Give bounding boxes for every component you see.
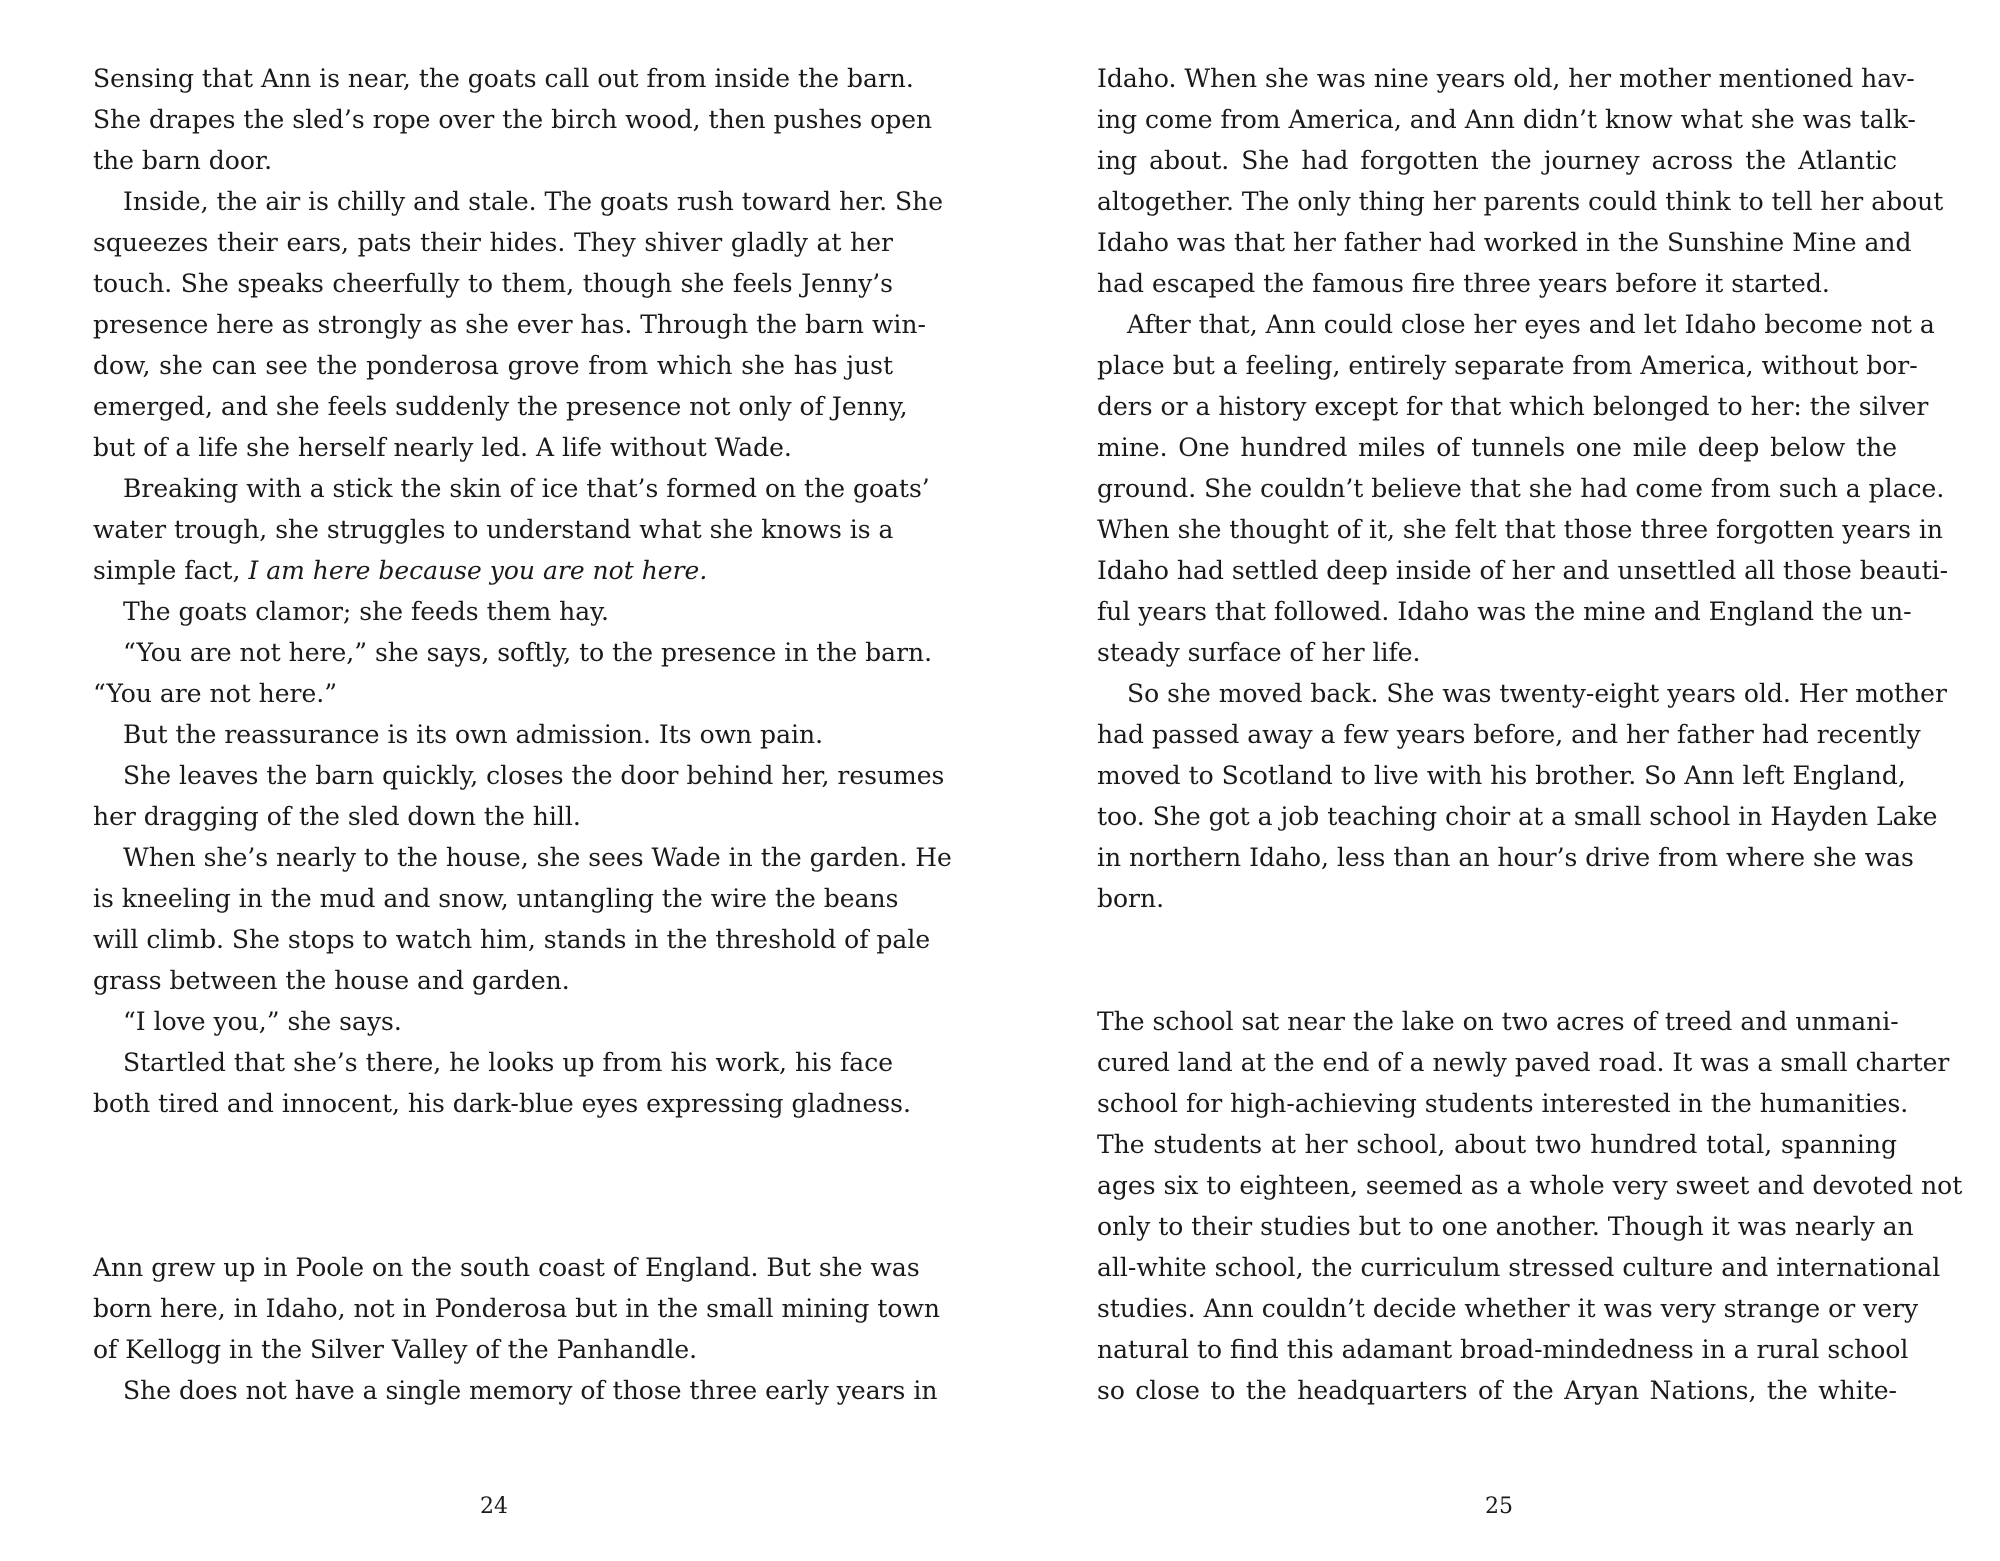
text-line: She leaves the barn quickly, closes the door behind her, resumes <box>123 761 945 790</box>
text-line: will climb. She stops to watch him, stands in the threshold of pale <box>93 925 931 954</box>
text-line: water trough, she struggles to understand what she knows is a <box>93 515 894 544</box>
text-line: of Kellogg in the Silver Valley of the Panhandle. <box>93 1335 698 1364</box>
text-line: squeezes their ears, pats their hides. They shiver gladly at her <box>93 228 893 257</box>
text-line: “You are not here.” <box>93 679 338 708</box>
text-line: ful years that followed. Idaho was the mine and England the un- <box>1097 597 1912 626</box>
text-line: both tired and innocent, his dark-blue eyes expressing gladness. <box>93 1089 911 1118</box>
text-line: Startled that she’s there, he looks up from his work, his face <box>123 1048 893 1077</box>
text-line-mixed <box>93 550 893 591</box>
text-line: steady surface of her life. <box>1097 638 1421 667</box>
italic-text: I am here because you are not here. <box>248 556 708 585</box>
text-line: Sensing that Ann is near, the goats call out from inside the barn. <box>93 64 914 93</box>
text-line: “I love you,” she says. <box>123 1007 402 1036</box>
text-line: altogether. The only thing her parents could think to tell her about <box>1097 187 1944 216</box>
text-line: too. She got a job teaching choir at a small school in Hayden Lake <box>1097 802 1938 831</box>
text-line: The school sat near the lake on two acres of treed and unmani- <box>1097 1007 1899 1036</box>
text-line: touch. She speaks cheerfully to them, though she feels Jenny’s <box>93 269 893 298</box>
text-line: mine. One hundred miles of tunnels one mile deep below the <box>1097 433 1897 462</box>
text-line: place but a feeling, entirely separate from America, without bor- <box>1097 351 1918 380</box>
text-line: all-white school, the curriculum stressed culture and international <box>1097 1253 1941 1282</box>
text-line: ing come from America, and Ann didn’t know what she was talk- <box>1097 105 1916 134</box>
right-page <box>1000 0 2000 1561</box>
text-fragment: simple fact, <box>93 556 241 585</box>
text-line: dow, she can see the ponderosa grove from which she has just <box>93 351 893 380</box>
text-line: cured land at the end of a newly paved road. It was a small charter <box>1097 1048 1950 1077</box>
text-line: The goats clamor; she feeds them hay. <box>123 597 609 626</box>
text-line: But the reassurance is its own admission. Its own pain. <box>123 720 824 749</box>
text-line: So she moved back. She was twenty-eight years old. Her mother <box>1127 679 1947 708</box>
page-number: 25 <box>1485 1494 1513 1519</box>
text-line: only to their studies but to one another. Though it was nearly an <box>1097 1212 1914 1241</box>
text-line: She drapes the sled’s rope over the birch wood, then pushes open <box>93 105 933 134</box>
text-line: moved to Scotland to live with his brother. So Ann left England, <box>1097 761 1906 790</box>
text-line: the barn door. <box>93 146 273 175</box>
text-line: presence here as strongly as she ever has. Through the barn win- <box>93 310 926 339</box>
text-line: Idaho was that her father had worked in the Sunshine Mine and <box>1097 228 1912 257</box>
text-line: her dragging of the sled down the hill. <box>93 802 581 831</box>
text-line: When she’s nearly to the house, she sees Wade in the garden. He <box>123 843 952 872</box>
text-line: Idaho had settled deep inside of her and unsettled all those beauti- <box>1097 556 1949 585</box>
text-line: After that, Ann could close her eyes and let Idaho become not a <box>1127 310 1935 339</box>
section-break <box>93 1124 893 1247</box>
text-line: Breaking with a stick the skin of ice that’s formed on the goats’ <box>123 474 930 503</box>
text-line: is kneeling in the mud and snow, untangling the wire the beans <box>93 884 899 913</box>
text-line: in northern Idaho, less than an hour’s drive from where she was <box>1097 843 1914 872</box>
text-line: ders or a history except for that which belonged to her: the silver <box>1097 392 1929 421</box>
text-line: Ann grew up in Poole on the south coast of England. But she was <box>93 1253 920 1282</box>
text-line: “You are not here,” she says, softly, to the presence in the barn. <box>123 638 933 667</box>
text-line: school for high-achieving students interested in the humanities. <box>1097 1089 1909 1118</box>
text-line: emerged, and she feels suddenly the presence not only of Jenny, <box>93 392 908 421</box>
text-line: born. <box>1097 884 1165 913</box>
text-line: but of a life she herself nearly led. A life without Wade. <box>93 433 792 462</box>
text-line: studies. Ann couldn’t decide whether it was very strange or very <box>1097 1294 1919 1323</box>
text-line: had passed away a few years before, and her father had recently <box>1097 720 1921 749</box>
left-page-text <box>93 58 952 1411</box>
page-number: 24 <box>480 1494 508 1519</box>
section-break <box>1097 919 1897 1001</box>
text-line: Inside, the air is chilly and stale. The goats rush toward her. She <box>123 187 944 216</box>
text-line: so close to the headquarters of the Aryan Nations, the white- <box>1097 1376 1897 1405</box>
text-line: Idaho. When she was nine years old, her mother mentioned hav- <box>1097 64 1915 93</box>
text-line: natural to find this adamant broad-mindedness in a rural school <box>1097 1335 1909 1364</box>
text-line: The students at her school, about two hundred total, spanning <box>1097 1130 1897 1159</box>
text-line: born here, in Idaho, not in Ponderosa but in the small mining town <box>93 1294 940 1323</box>
text-line: grass between the house and garden. <box>93 966 570 995</box>
text-line: ages six to eighteen, seemed as a whole very sweet and devoted not <box>1097 1171 1963 1200</box>
text-line: She does not have a single memory of those three early years in <box>123 1376 938 1405</box>
text-line: ground. She couldn’t believe that she had come from such a place. <box>1097 474 1945 503</box>
right-page-text <box>1097 58 1963 1411</box>
text-line: When she thought of it, she felt that those three forgotten years in <box>1097 515 1943 544</box>
text-line: ing about. She had forgotten the journey across the Atlantic <box>1097 146 1897 175</box>
text-line: had escaped the famous fire three years before it started. <box>1097 269 1830 298</box>
